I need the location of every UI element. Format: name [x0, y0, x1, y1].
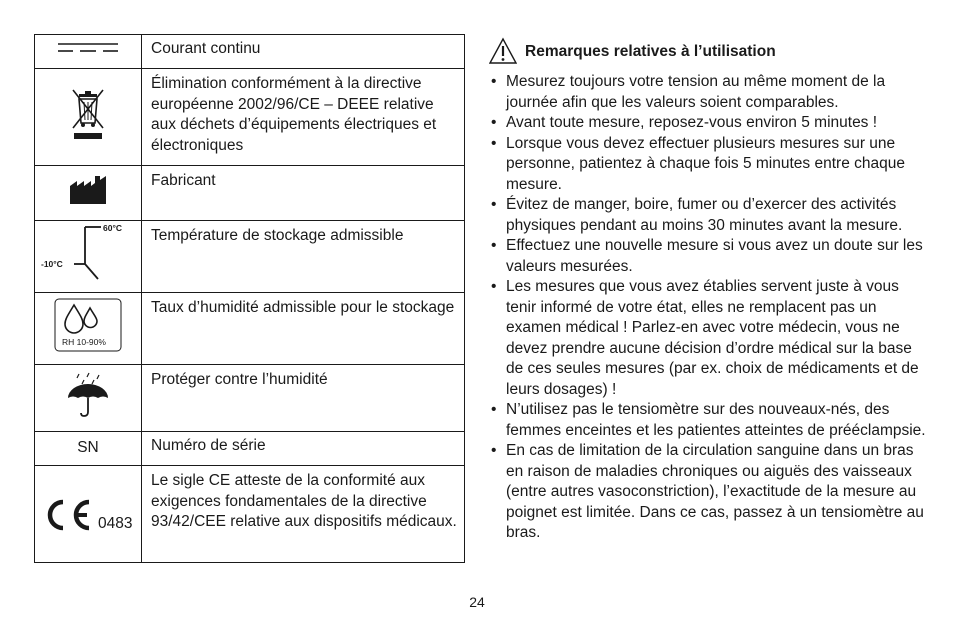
usage-notes-header [489, 36, 929, 66]
table-row [35, 69, 465, 166]
usage-notes-section [489, 36, 929, 544]
table-row [35, 166, 465, 221]
direct-current-icon [35, 35, 142, 69]
weee-crossed-bin-icon [35, 69, 142, 166]
table-row [35, 293, 465, 365]
table-row [35, 466, 465, 563]
symbol-description: Courant continu [142, 35, 465, 69]
temp-max-label: 60°C [103, 223, 122, 234]
serial-number-abbrev: SN [77, 439, 99, 457]
list-item: • Avant toute mesure, reposez-vous environ 5 minutes ! [489, 113, 929, 134]
list-item: • N’utilisez pas le tensiomètre sur des nouveaux-nés, des femmes enceintes et les patientes atteintes de prééclampsie. [489, 400, 929, 441]
page-number: 24 [469, 594, 485, 610]
list-item: • Les mesures que vous avez établies servent juste à vous tenir informé de votre état, elles ne remplacent pas un examen médical ! Parlez-en avec votre médecin, vous ne devez prendre aucune décision d’ordre médical sur la base de ces seules mesures (par ex. choix de médicaments et de leurs dosages) ! [489, 277, 929, 400]
humidity-drops-icon [35, 293, 142, 365]
symbol-description: Le sigle CE atteste de la conformité aux exigences fondamentales de la directive 93/42/CEE relative aux dispositifs médicaux. [142, 466, 465, 563]
humidity-range-label: RH 10-90% [62, 337, 106, 348]
usage-notes-list [489, 72, 929, 544]
symbol-description: Numéro de série [142, 432, 465, 466]
table-row [35, 365, 465, 432]
table-row [35, 221, 465, 293]
ce-mark-icon [35, 469, 141, 560]
temp-min-label: -10°C [41, 259, 63, 270]
list-item: • Lorsque vous devez effectuer plusieurs mesures sur une personne, patientez à chaque fois 5 minutes entre chaque mesure. [489, 134, 929, 196]
warning-triangle-icon [489, 37, 517, 65]
table-row [35, 432, 465, 466]
serial-number-symbol [35, 432, 142, 466]
symbol-description: Taux d’humidité admissible pour le stockage [142, 293, 465, 365]
list-item: • Mesurez toujours votre tension au même moment de la journée afin que les valeurs soient comparables. [489, 72, 929, 113]
thermometer-icon [35, 221, 142, 293]
list-item: • Effectuez une nouvelle mesure si vous avez un doute sur les valeurs mesurées. [489, 236, 929, 277]
list-item: • En cas de limitation de la circulation sanguine dans un bras en raison de maladies chroniques ou aiguës des vaisseaux (entre autres vasoconstriction), l’exactitude de la mesure au poignet est limitée. Dans ce cas, passez à un tensiomètre au bras. [489, 441, 929, 544]
list-item: • Évitez de manger, boire, fumer ou d’exercer des activités physiques pendant au moins 30 minutes avant la mesure. [489, 195, 929, 236]
table-row [35, 35, 465, 69]
symbol-description: Température de stockage admissible [142, 221, 465, 293]
manufacturer-icon [35, 166, 142, 221]
umbrella-rain-icon [35, 365, 142, 432]
symbol-description: Élimination conformément à la directive européenne 2002/96/CE – DEEE relative aux déchets d’équipements électriques et électroniques [142, 69, 465, 166]
symbol-description: Protéger contre l’humidité [142, 365, 465, 432]
symbols-table [34, 34, 465, 563]
symbol-description: Fabricant [142, 166, 465, 221]
notified-body-number: 0483 [98, 514, 133, 532]
usage-notes-title: Remarques relatives à l’utilisation [525, 43, 776, 60]
